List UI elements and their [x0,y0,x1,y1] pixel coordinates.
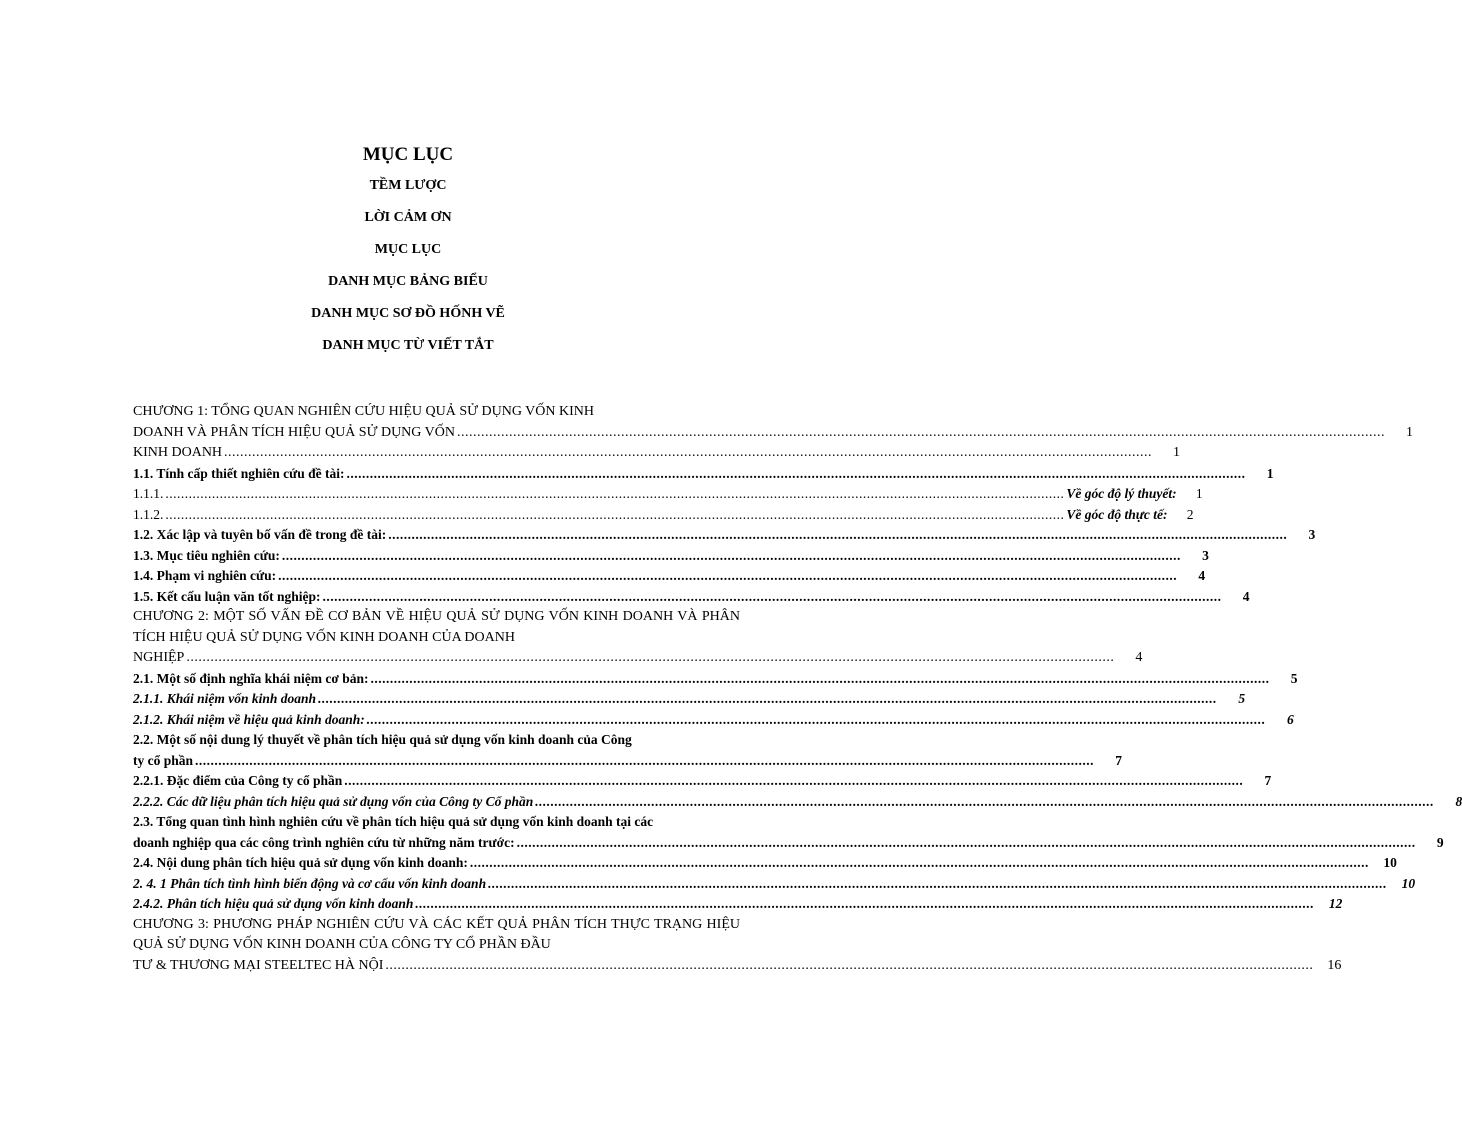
heading-list-of-figures: DANH MỤC SƠ ĐỒ HỐNH VẼ [311,306,505,321]
toc-title: MỤC LỤC [362,144,454,165]
page-number: 7 [1115,752,1123,768]
toc-entry-chapter-1[interactable]: CHƯƠNG 1: TỔNG QUAN NGHIÊN CỨU HIỆU QUẢ SỬ DỤNG VỐN KINH [133,404,594,419]
page-number: 10 [1401,875,1416,891]
leader-dots [323,587,1222,608]
toc-entry-2-2-1[interactable]: 2.2.1. Đặc điểm của Công ty cổ phần ..... 7 [133,771,740,792]
toc-entry-2-1-1[interactable]: 2.1.1. Khái niệm vốn kinh doanh ..... 5 [133,689,740,710]
toc-entry-1-1[interactable]: 1.1. Tính cấp thiết nghiên cứu đề tài: ..... 1 [133,464,740,485]
leader-dots [282,546,1181,567]
page-number: 1 [1195,486,1203,501]
toc-entry-chapter-1-cont[interactable]: DOANH VÀ PHÂN TÍCH HIỆU QUẢ SỬ DỤNG VỐN ..... 1 [133,423,740,444]
toc-entry-2-3-cont[interactable]: doanh nghiệp qua các công trình nghiên cứu từ những năm trước: ..... 9 [133,833,740,854]
toc-entry-1-3[interactable]: 1.3. Mục tiêu nghiên cứu: ..... 3 [133,546,740,567]
toc-entry-2-3[interactable]: 2.3. Tổng quan tình hình nghiên cứu về phân tích hiệu quả sử dụng vốn kinh doanh tại các [133,814,654,829]
page-number: 8 [1455,793,1462,809]
leader-dots [371,669,1270,690]
toc-entry-2-1-2[interactable]: 2.1.2. Khái niệm về hiệu quả kinh doanh: ..... 6 [133,710,740,731]
leader-dots [165,484,1064,505]
leader-dots [165,505,1064,526]
page-number: 10 [1383,855,1397,870]
table-of-contents [133,402,1462,976]
page-number: 1 [1405,424,1413,440]
leader-dots [535,792,1434,813]
toc-entry-1-5[interactable]: 1.5. Kết cấu luận văn tốt nghiệp: ..... 4 [133,587,740,608]
leader-dots [385,956,1313,977]
leader-dots [347,464,1246,485]
toc-entry-2-2[interactable]: 2.2. Một số nội dung lý thuyết về phân tích hiệu quả sử dụng vốn kinh doanh của Công [133,732,632,747]
leader-dots [278,566,1177,587]
heading-list-of-tables: DANH MỤC BẢNG BIỂU [328,274,488,289]
page-number: 16 [1327,957,1342,973]
toc-entry-2-2-cont[interactable]: ty cổ phần ..... 7 [133,751,740,772]
leader-dots [470,853,1369,874]
leader-dots [367,710,1266,731]
toc-entry-chapter-2[interactable]: CHƯƠNG 2: MỘT SỐ VẤN ĐỀ CƠ BẢN VỀ HIỆU QUẢ SỬ DỤNG VỐN KINH DOANH VÀ PHÂN TÍCH HIỆU QUẢ SỬ DỤNG VỐN KINH DOANH CỦA DOANH [133,609,740,645]
leader-dots [344,771,1243,792]
leader-dots [388,525,1287,546]
page-number: 5 [1238,691,1246,706]
page-number: 4 [1242,588,1250,604]
page-number: 12 [1328,896,1343,911]
toc-entry-1-1-1[interactable]: 1.1.1. ..... Về góc độ lý thuyết: 1 [133,484,740,505]
toc-entry-2-4[interactable]: 2.4. Nội dung phân tích hiệu quả sử dụng vốn kinh doanh: ..... 10 [133,853,740,874]
leader-dots [224,443,1152,464]
page-number: 3 [1202,547,1209,563]
page-number: 4 [1135,650,1143,665]
page-number: 6 [1287,711,1294,727]
front-matter-headings [0,140,816,362]
page-number: 5 [1290,670,1298,686]
page-number: 4 [1198,568,1206,583]
leader-dots [195,751,1094,772]
heading-contents: MỤC LỤC [374,242,442,257]
toc-entry-2-4-1[interactable]: 2. 4. 1 Phân tích tình hình biến động và cơ cấu vốn kinh doanh ..... 10 [133,874,740,895]
leader-dots [186,648,1114,669]
heading-acknowledgements: LỜI CẢM ƠN [364,210,452,225]
leader-dots [415,894,1314,915]
toc-entry-2-1[interactable]: 2.1. Một số định nghĩa khái niệm cơ bản: ..... 5 [133,669,740,690]
toc-entry-1-4[interactable]: 1.4. Phạm vi nghiên cứu: ..... 4 [133,566,740,587]
toc-entry-2-4-2[interactable]: 2.4.2. Phân tích hiệu quả sử dụng vốn kinh doanh ..... 12 [133,894,740,915]
toc-entry-chapter-3[interactable]: CHƯƠNG 3: PHƯƠNG PHÁP NGHIÊN CỨU VÀ CÁC KẾT QUẢ PHÂN TÍCH THỰC TRẠNG HIỆU QUẢ SỬ DỤNG VỐN KINH DOANH CỦA CÔNG TY CỔ PHẦN ĐẦU [133,916,740,952]
heading-abstract: TỀM LƯỢC [369,178,447,193]
page-number: 9 [1436,834,1444,850]
page-number: 7 [1264,773,1272,788]
toc-entry-2-2-2[interactable]: 2.2.2. Các dữ liệu phân tích hiệu quả sử dụng vốn của Công ty Cổ phần ..... 8 [133,792,740,813]
leader-dots [517,833,1416,854]
heading-abbreviations: DANH MỤC TỪ VIẾT TẮT [322,338,494,353]
toc-entry-chapter-3-cont[interactable]: TƯ & THƯƠNG MẠI STEELTEC HÀ NỘI ..... 16 [133,956,740,977]
page-number: 2 [1186,506,1194,522]
page-number: 3 [1308,527,1316,542]
page-number: 1 [1173,445,1181,460]
leader-dots [488,874,1387,895]
toc-entry-chapter-2-cont[interactable]: NGHIỆP ..... 4 [133,648,740,669]
page-number: 1 [1266,465,1274,481]
leader-dots [457,423,1385,444]
toc-entry-1-2[interactable]: 1.2. Xác lập và tuyên bố vấn đề trong đề tài: ..... 3 [133,525,740,546]
leader-dots [318,689,1217,710]
toc-entry-kinh-doanh[interactable]: KINH DOANH ..... 1 [133,443,740,464]
toc-entry-1-1-2[interactable]: 1.1.2. ..... Về góc độ thực tế: 2 [133,505,740,526]
